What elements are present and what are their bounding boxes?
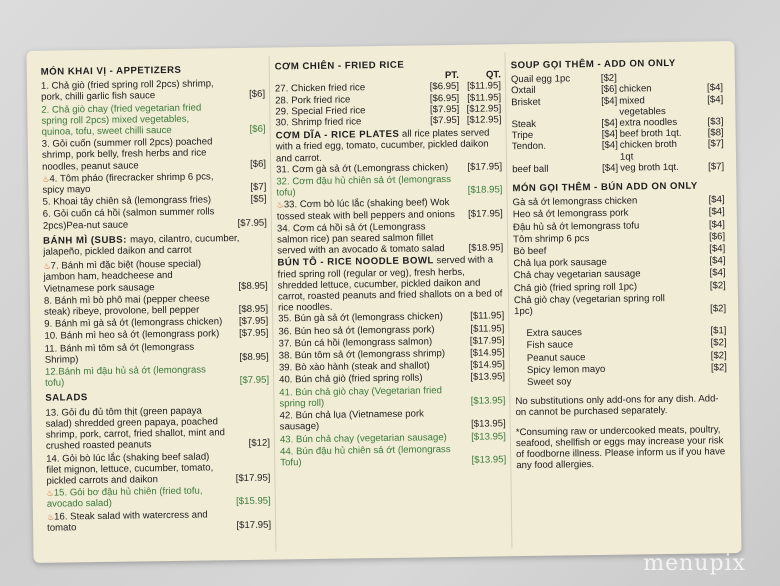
menu-item-price: [$12] <box>248 437 271 450</box>
menu-item <box>41 78 265 104</box>
riceplates-list <box>276 161 503 257</box>
soup-addon-name: chicken <box>618 83 652 96</box>
menu-item-price: [$18.95] <box>467 184 503 197</box>
friedrice-name: 28. Pork fried rice <box>275 94 351 107</box>
salads-heading: SALADS <box>45 392 88 405</box>
menu-item-price: [$7.95] <box>237 217 267 229</box>
soup-addon-price: [$6] <box>600 84 618 96</box>
friedrice-header <box>275 58 501 84</box>
soup-addon-name: chicken broth 1qt <box>619 139 677 163</box>
menu-item-price: [$13.95] <box>470 371 506 384</box>
friedrice-list <box>275 81 502 129</box>
menu-item-name: 11. Bánh mì tôm sả ớt (lemongrass Shrimp) <box>44 341 195 366</box>
menu-item-price: [$6] <box>249 123 266 135</box>
substitution-note: No substitutions only add-ons for any dish. Add-on cannot be purchased separately. <box>515 393 719 419</box>
menu-item-price: [$4] <box>708 194 725 206</box>
menu-item <box>45 340 269 366</box>
friedrice-qt-price: [$12.95] <box>466 114 502 126</box>
soup-addon-name: beef ball <box>512 163 549 176</box>
riceplates-heading <box>276 128 502 165</box>
menu-sheet <box>26 41 741 563</box>
menu-item <box>44 292 268 318</box>
menu-item-name: 8. Bánh mì bò phô mai (pepper cheese steak) ribeye, provolone, bell pepper <box>43 293 210 318</box>
menu-item-name: 12.Bánh mì đậu hủ sả ớt (lemongrass tofu) <box>44 364 206 390</box>
bunto-title: BÚN TÔ - RICE NOODLE BOWL <box>277 255 434 269</box>
menu-item-name: 35. Bún gà sả ớt (lemongrass chicken) <box>278 311 443 325</box>
bunaddon-heading: MÓN GỌI THÊM - BÚN ADD ON ONLY <box>512 180 698 195</box>
menu-item-name: Fish sauce <box>526 339 574 352</box>
menu-item-price: [$7.95] <box>239 328 269 340</box>
appetizers-heading: MÓN KHAI VỊ - APPETIZERS <box>40 64 182 78</box>
menu-item-price: [$4] <box>708 206 725 218</box>
menu-item-price: [$4] <box>709 255 726 267</box>
spicy-flame-icon: ♨ <box>276 200 284 210</box>
soup-addon-name: Tripe <box>511 130 534 142</box>
soupaddon-list <box>511 71 724 175</box>
menu-item-name: Sweet soy <box>527 376 572 389</box>
banhmi-title: BÁNH MÌ (SUBS: <box>43 234 127 247</box>
soup-addon-name: Quail egg 1pc <box>510 73 571 86</box>
friedrice-pt-price: [$6.95] <box>429 81 460 93</box>
friedrice-pt-price: [$7.95] <box>430 114 460 127</box>
menu-item-price: [$6] <box>249 158 267 170</box>
soup-addon-price: [$7] <box>708 161 725 173</box>
menu-item <box>277 220 503 257</box>
menu-item-name: 7. Bánh mì đặc biệt (house special) jambon ham, headcheese and Vietnamese pork sausage <box>43 258 202 295</box>
qt-label: QT. <box>485 69 501 81</box>
banhmi-heading <box>43 232 267 258</box>
menu-item-name: 9. Bánh mì gà sả ớt (lemongrass chicken) <box>44 316 223 331</box>
menu-item-price: [$13.95] <box>471 454 507 466</box>
menu-item-price: [$1] <box>710 325 727 337</box>
menu-item-name: Peanut sauce <box>526 351 586 364</box>
menu-item-price: [$17.95] <box>236 519 272 531</box>
bunto-heading <box>277 255 504 314</box>
menu-item-price: [$6] <box>709 231 726 243</box>
bunto-intro: served with a fried spring roll (regular or veg), fresh herbs, shredded lettuce, cucumber, pickled daikon and carrot, roasted peanuts and fried shallots on a bed of rice noodles. <box>277 254 503 314</box>
menu-item <box>276 173 502 199</box>
menu-item-name: Chả chay vegetarian sausage <box>513 268 641 282</box>
menu-item-name: Chả giò chay (vegetarian spring roll 1pc) <box>513 292 665 318</box>
menu-item-price: [$13.95] <box>471 430 506 443</box>
menu-item-price: [$4] <box>708 218 726 231</box>
friedrice-qt-price: [$12.95] <box>466 103 502 115</box>
menu-item-price: [$2] <box>710 303 727 315</box>
menu-item-price: [$13.95] <box>470 395 506 407</box>
spicy-flame-icon: ♨ <box>46 488 54 498</box>
menu-item-price: [$2] <box>710 362 728 374</box>
menu-item-name: 15. Gỏi bơ đậu hủ chiên (fried tofu, avocado salad) <box>46 485 203 511</box>
friedrice-pt-price: [$7.95] <box>429 103 460 116</box>
column-middle <box>275 58 507 469</box>
soup-addon-price: [$2] <box>600 72 617 85</box>
menu-item-name: 10. Bánh mì heo sả ớt (lemongrass pork) <box>44 328 220 343</box>
menu-item-price: [$7.95] <box>239 374 270 387</box>
soup-addon-price: [$4] <box>601 140 618 152</box>
soup-addon-name: extra noodles <box>619 116 678 129</box>
menu-item <box>45 404 270 452</box>
menu-item-price: [$2] <box>710 337 727 349</box>
soup-addon-price: [$4] <box>601 128 618 141</box>
soup-addon-name: Tendon. <box>511 141 547 153</box>
menu-item-name: 39. Bò xào hành (steak and shallot) <box>278 360 430 374</box>
bunto-list <box>278 311 506 469</box>
bunaddon-list <box>513 194 727 317</box>
menu-item-name: Tôm shrimp 6 pcs <box>513 232 590 246</box>
watermark: menupix <box>643 551 746 576</box>
menu-item-price: [$4] <box>709 243 726 255</box>
menu-item-name: 37. Bún cá hồi (lemongrass salmon) <box>278 336 433 350</box>
menu-item-name: 16. Steak salad with watercress and tomato <box>47 508 208 534</box>
menu-item-name: 5. Khoai tây chiên sả (lemongrass fries) <box>42 194 212 208</box>
menu-item-name: Đậu hủ sả ớt lemongrass tofu <box>512 220 640 233</box>
menu-item-name: 42. Bún chả lụa (Vietnamese pork sausage) <box>279 408 425 433</box>
menu-item-price: [$5] <box>250 193 267 206</box>
menu-item <box>280 407 506 433</box>
menu-item-price: [$7.95] <box>238 315 269 328</box>
menu-item-price: [$18.95] <box>468 242 504 255</box>
column-right <box>511 55 729 471</box>
spicy-flame-icon: ♨ <box>43 261 51 272</box>
menu-item-name: Heo sả ớt lemongrass pork <box>512 208 629 221</box>
menu-item <box>46 450 270 487</box>
soup-addon-name: beef broth 1qt. <box>619 128 682 140</box>
menu-item-name: Bò beef <box>513 245 547 258</box>
menu-item-price: [$11.95] <box>470 310 505 323</box>
menu-item-name: 14. Gỏi bò lúc lắc (shaking beef salad) filet mignon, lettuce, cucumber, tomato, pickled carrots and daikon <box>46 450 214 487</box>
menu-item <box>45 364 269 390</box>
soup-addon-price: [$3] <box>707 116 724 128</box>
menu-item <box>514 292 726 317</box>
menu-item <box>47 485 271 511</box>
menu-item-price: [$2] <box>710 349 727 362</box>
menu-item <box>43 206 267 232</box>
menu-item-name: 31. Cơm gà sả ớt (Lemongrass chicken) <box>276 161 449 176</box>
soup-addon-price: [$4] <box>707 93 724 106</box>
menu-item-price: [$7] <box>250 181 267 193</box>
menu-item-name: Spicy lemon mayo <box>526 363 606 376</box>
banhmi-intro: mayo, cilantro, cucumber, jalapeño, pickled daikon and carrot <box>43 232 240 258</box>
pt-label: PT. <box>444 70 459 82</box>
friedrice-name: 27. Chicken fried rice <box>274 82 366 95</box>
menu-item-name: Chả giò (fried spring roll 1pc) <box>513 281 638 294</box>
menu-item-price: [$8.95] <box>239 351 269 363</box>
menu-item <box>280 443 506 469</box>
spicy-flame-icon: ♨ <box>46 512 55 522</box>
menu-item-price: [$15.95] <box>236 495 271 508</box>
menu-item-name: 6. Gỏi cuốn cá hồi (salmon summer rolls 2pcs)Pea-nut sauce <box>42 206 215 232</box>
soupaddon-heading: SOUP GỌI THÊM - ADD ON ONLY <box>510 57 676 72</box>
menu-item-price: [$2] <box>709 279 726 292</box>
soup-addon-price: [$4] <box>706 82 724 94</box>
menu-item-price: [$11.95] <box>470 322 505 335</box>
menu-item-name: 2. Chả giò chay (fried vegetarian fried spring roll 2pcs) mixed vegetables, quinoa, tofu, sweet chilli sauce <box>41 102 202 138</box>
menu-item-price: [$4] <box>709 267 726 279</box>
menu-item-price: [$8.95] <box>238 303 269 316</box>
riceplates-title: CƠM DĨA - RICE PLATES <box>275 128 400 142</box>
menu-item <box>47 508 271 534</box>
menu-item-name: 1. Chả giò (fried spring roll 2pcs) shrimp, pork, chilli garlic fish sauce <box>40 78 214 104</box>
menu-item-name: 41. Bún chả giò chay (Vegetarian fried spring roll) <box>279 384 442 410</box>
soup-addon-price: [$4] <box>602 162 619 174</box>
banhmi-list <box>43 258 269 389</box>
menu-item-price: [$17.95] <box>235 472 271 484</box>
soup-addon-name: Oxtail <box>510 85 536 97</box>
salads-list <box>45 404 271 533</box>
menu-item <box>43 258 267 295</box>
menu-item-name: Chả lụa pork sausage <box>513 257 607 270</box>
spicy-flame-icon: ♨ <box>42 174 50 184</box>
menu-item-name: 43. Bún chả chay (vegetarian sausage) <box>279 431 447 445</box>
riceplates-intro: all rice plates served with a fried egg, tomato, cucumber, pickled daikon and carrot. <box>275 127 490 165</box>
menu-item-price: [$17.95] <box>468 207 503 220</box>
menu-item-price: [$8.95] <box>238 280 268 292</box>
menu-item <box>277 197 503 223</box>
menu-item-name: 44. Bún đậu hủ chiên sả ớt (lemongrass Tofu) <box>280 443 451 469</box>
soup-addon-price: [$4] <box>601 95 618 107</box>
column-left <box>41 62 272 535</box>
appetizers-list <box>41 78 267 232</box>
friedrice-qt-price: [$11.95] <box>466 80 502 93</box>
menu-item-price: [$17.95] <box>469 335 505 347</box>
menu-item-name: Extra sauces <box>526 327 582 340</box>
menu-item-name: 4. Tôm pháo (firecracker shrimp 6 pcs, spicy mayo <box>42 171 214 196</box>
allergy-note: *Consuming raw or undercooked meats, poultry, seafood, shellfish or eggs may increase your risk of foodborne illness. Please inform us if you have any food allergies. <box>515 424 726 472</box>
soup-addon-name: mixed vegetables <box>619 94 666 118</box>
friedrice-heading: CƠM CHIÊN - FRIED RICE <box>274 59 405 73</box>
menu-item-name: 38. Bún tôm sả ớt (lemongrass shrimp) <box>278 348 446 362</box>
menu-item-price: [$14.95] <box>469 347 505 359</box>
soup-addon-price: [$4] <box>601 117 618 129</box>
menu-item <box>42 170 266 196</box>
menu-item <box>527 374 727 388</box>
soup-addon-price: [$7] <box>707 138 724 150</box>
soup-addon-name: Steak <box>511 118 537 131</box>
menu-item <box>279 384 505 410</box>
friedrice-qt-price: [$11.95] <box>467 91 502 104</box>
menu-item-name: 40. Bún chả giò (fried spring rolls) <box>279 372 423 386</box>
menu-item-name: 32. Cơm đậu hủ chiên sả ớt (lemongrass tofu) <box>276 174 452 199</box>
menu-item-name: 33. Cơm bò lúc lắc (shaking beef) Wok tossed steak with bell peppers and onions <box>276 197 455 223</box>
menu-item-price: [$14.95] <box>470 359 505 372</box>
menu-item-name: 36. Bún heo sả ớt (lemongrass pork) <box>278 323 435 338</box>
soup-addon-name: veg broth 1qt. <box>620 161 679 174</box>
friedrice-pt-price: [$6.95] <box>429 92 460 104</box>
sauces-list <box>514 325 727 388</box>
soup-addon-price: [$8] <box>707 127 724 139</box>
soup-addon-name: Brisket <box>511 96 541 108</box>
menu-item-name: 13. Gỏi đu đủ tôm thịt (green papaya salad) shredded green papaya, poached shrimp, pork, carrot, fried shallot, mint and crushed roasted peanuts <box>45 405 226 453</box>
menu-item-price: [$17.95] <box>467 161 503 173</box>
menu-item <box>41 101 265 138</box>
menu-item-name: 34. Cơm cá hồi sả ớt (Lemongrass salmon rice) pan seared salmon fillet served with an avocado & tomato salad <box>276 221 445 257</box>
menu-item-name: Gà sả ớt lemongrass chicken <box>512 195 638 209</box>
friedrice-name: 29. Special Fried rice <box>275 105 366 118</box>
friedrice-name: 30. Shrimp fried rice <box>275 116 362 129</box>
menu-item-name: 3. Gỏi cuốn (summer roll 2pcs) poached shrimp, pork belly, fresh herbs and rice noodles, peanut sauce <box>41 136 213 173</box>
menu-item <box>42 136 266 173</box>
menu-item-price: [$13.95] <box>470 418 506 431</box>
menu-item-price: [$6] <box>249 89 266 101</box>
soup-addon-price <box>693 71 723 83</box>
